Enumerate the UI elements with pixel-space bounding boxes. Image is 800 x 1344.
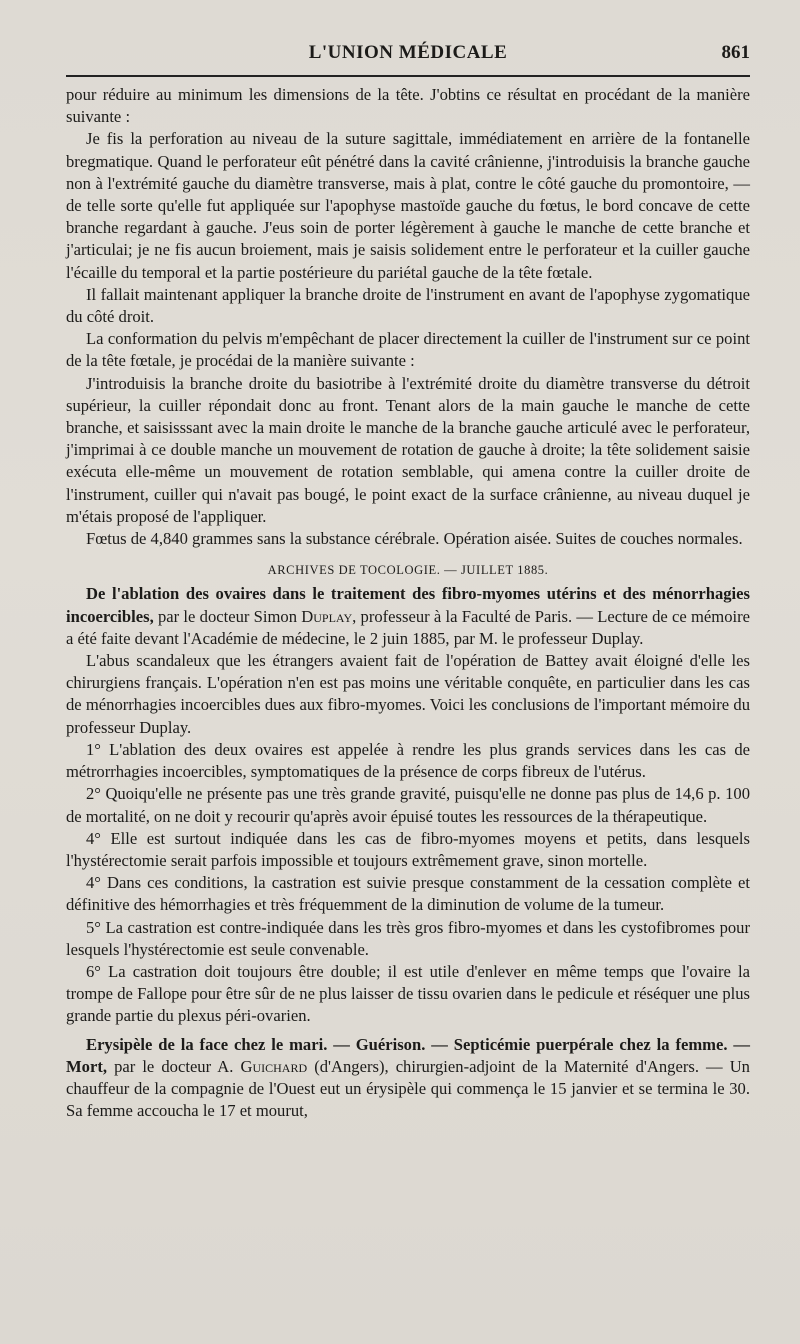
journal-title: L'UNION MÉDICALE: [308, 42, 508, 63]
article-intro-text: , professeur à la Faculté de Paris. — Lecture de ce mémoire a été faite devant l'Académie de médecine, le 2 juin 1885, par M. le professeur Duplay.: [66, 606, 750, 648]
header-rule: [66, 75, 750, 77]
article-intro: [66, 583, 750, 650]
conclusion-item: 6° La castration doit toujours être double; il est utile d'enlever en même temps que l'ovaire la trompe de Fallope pour être sûr de ne plus laisser de tissu ovarien dans le pedicule et réséquer une plus grande partie du plexus péri-ovarien.: [66, 961, 750, 1026]
article-intro: [66, 1034, 750, 1123]
conclusion-item: 4° Elle est surtout indiquée dans les cas de fibro-myomes moyens et petits, dans lesquels l'hystérectomie serait parfois impossible et toujours extrêmement grave, sinon mortelle.: [66, 828, 750, 870]
article-title: De l'ablation des ovaires dans le traitement des fibro-myomes utérins et des ménorrhagies incoercibles,: [66, 584, 750, 626]
paragraph: L'abus scandaleux que les étrangers avaient fait de l'opération de Battey avait éloigné d'elle les chirurgiens français. L'opération n'en est pas moins une véritable conquête, en particulier dans les cas de ménorrhagies incoercibles dues aux fibro-myomes. Voici les conclusions de l'important mémoire du professeur Duplay.: [66, 651, 750, 737]
paragraph: Il fallait maintenant appliquer la branche droite de l'instrument en avant de l'apophyse zygomatique du côté droit.: [66, 284, 750, 327]
paragraph: Fœtus de 4,840 grammes sans la substance cérébrale. Opération aisée. Suites de couches normales.: [86, 529, 743, 549]
conclusion-item: 5° La castration est contre-indiquée dans les très gros fibro-myomes et dans les cystofibromes pour lesquels l'hystérectomie est seule convenable.: [66, 917, 750, 959]
article-title: Erysipèle de la face chez le mari. — Guérison. — Septicémie puerpérale chez la femme. — Mort,: [66, 1034, 750, 1076]
paragraph: Je fis la perforation au niveau de la suture sagittale, immédiatement en arrière de la fontanelle bregmatique. Quand le perforateur eût pénétré dans la cavité crânienne, j'introduisis la branche gauche non à l'extrémité gauche du diamètre transverse, mais à plat, contre le côté gauche du promontoire, — de telle sorte qu'elle fut appliquée sur l'apophyse mastoïde gauche du fœtus, le bord concave de cette branche regardant à gauche. J'eus soin de porter légèrement à gauche le manche de cette branche et j'articulai; je ne fis aucun broiement, mais je saisis solidement entre le perforateur et la cuiller gauche l'écaille du temporal et la partie postérieure du pariétal gauche de la tête fœtale.: [66, 129, 750, 282]
author-name: Duplay: [301, 606, 353, 626]
author-name: Guichard: [240, 1056, 308, 1076]
conclusion-item: 2° Quoiqu'elle ne présente pas une très grande gravité, puisqu'elle ne donne pas plus de 14,6 p. 100 de mortalité, on ne doit y recourir qu'après avoir épuisé toutes les ressources de la thérapeutique.: [66, 784, 750, 826]
article-intro-text: par le docteur A.: [107, 1056, 241, 1076]
paragraph: J'introduisis la branche droite du basiotribe à l'extrémité droite du diamètre transverse du détroit supérieur, la cuiller répondait donc au front. Tenant alors de la main gauche le manche de cette branche, et saisisssant avec la main droite le manche de la branche gauche articulé avec le perforateur, j'imprimai à ce double manche un mouvement de rotation de gauche à droite; la tête solidement saisie exécuta elle-même un mouvement de rotation semblable, qui amena contre la cuiller droite de l'instrument, cuiller qui n'avait pas bougé, le point exact de la surface crânienne, au niveau duquel je m'étais proposé de l'appliquer.: [66, 373, 750, 526]
article-intro-text: par le docteur Simon: [153, 606, 302, 626]
paragraph: pour réduire au minimum les dimensions de la tête. J'obtins ce résultat en procédant de la manière suivante :: [66, 85, 750, 127]
running-header: [66, 38, 750, 72]
page-body: [66, 84, 750, 1122]
conclusion-item: 4° Dans ces conditions, la castration est suivie presque constamment de la cessation complète et définitive des hémorrhagies et très fréquemment de la diminution de volume de la tumeur.: [66, 873, 750, 915]
article-intro-text: (d'Angers), chirurgien-adjoint de la Maternité d'Angers. — Un chauffeur de la compagnie de l'Ouest eut un érysipèle qui commença le 15 janvier et se termina le 30. Sa femme accoucha le 17 et mourut,: [66, 1056, 750, 1121]
source-citation: ARCHIVES DE TOCOLOGIE. — JUILLET 1885.: [267, 563, 549, 578]
paragraph: La conformation du pelvis m'empêchant de placer directement la cuiller de l'instrument sur ce point de la tête fœtale, je procédai de la manière suivante :: [66, 329, 750, 371]
conclusion-item: 1° L'ablation des deux ovaires est appelée à rendre les plus grands services dans les cas de métrorrhagies incoercibles, symptomatiques de la présence de corps fibreux de l'utérus.: [66, 739, 750, 782]
page-number: 861: [721, 42, 750, 63]
